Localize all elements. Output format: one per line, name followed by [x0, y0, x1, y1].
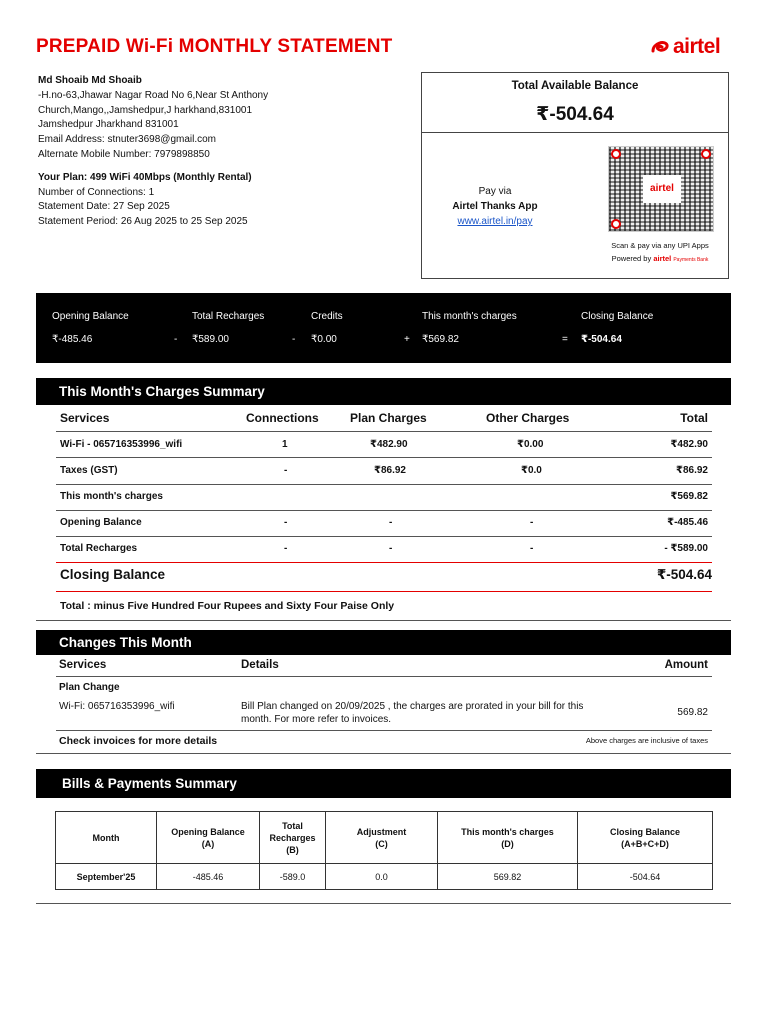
airtel-logo: [650, 34, 734, 60]
address-line: -H.no-63,Jhawar Nagar Road No 6,Near St Anthony: [38, 89, 269, 101]
tax-inclusive-note: Above charges are inclusive of taxes: [585, 736, 708, 745]
airtel-swirl-icon: [650, 37, 670, 57]
balance-summary-bar: [36, 293, 731, 363]
total-recharges-label: Total Recharges: [192, 311, 265, 322]
customer-name: Md Shoaib Md Shoaib: [38, 75, 142, 86]
month-charges-value: ₹569.82: [422, 334, 459, 345]
table-header-cell: Closing Balance (A+B+C+D): [578, 812, 713, 864]
change-details-line: month. For more refer to invoices.: [241, 714, 392, 725]
address-line: Jamshedpur Jharkhand 831001: [38, 119, 179, 131]
balance-box: [421, 72, 729, 279]
plus-operator: +: [404, 334, 410, 345]
col-services: Services: [60, 411, 110, 425]
pay-via-label: Pay via: [478, 186, 512, 197]
table-header-cell: Total Recharges (B): [260, 812, 326, 864]
plan-change-row: [56, 701, 712, 731]
pay-via-section: [450, 184, 540, 229]
scan-text: Scan & pay via any UPI Apps: [611, 241, 709, 250]
customer-details: [38, 74, 408, 230]
qr-brand-mark: airtel: [643, 175, 681, 203]
closing-balance-cell: -504.64: [578, 864, 713, 890]
address-line: Church,Mango,,Jamshedpur,J harkhand,831001: [38, 104, 253, 116]
closing-balance-label: Closing Balance: [581, 311, 654, 322]
adjustment-cell: 0.0: [326, 864, 438, 890]
col-connections: Connections: [246, 411, 319, 425]
closing-balance-value: ₹-504.64: [581, 334, 622, 345]
table-header-cell: This month's charges (D): [438, 812, 578, 864]
powered-by: Powered by airtel Payments Bank: [611, 254, 709, 263]
minus-operator: -: [174, 334, 178, 345]
col-total: Total: [680, 411, 708, 425]
table-header-row: [56, 812, 713, 864]
plan-name: Your Plan: 499 WiFi 40Mbps (Monthly Rental): [38, 171, 252, 183]
total-recharges-value: ₹589.00: [192, 334, 229, 345]
total-balance-label: Total Available Balance: [511, 80, 639, 92]
minus-operator: -: [292, 334, 296, 345]
col-services: Services: [59, 659, 107, 671]
table-header-cell: Adjustment (C): [326, 812, 438, 864]
pay-link[interactable]: www.airtel.in/pay: [457, 216, 533, 227]
month-charges-label: This month's charges: [422, 311, 517, 322]
scan-info: [594, 239, 726, 267]
closing-balance-value: ₹-504.64: [656, 567, 712, 582]
credits-label: Credits: [311, 311, 343, 322]
check-invoices-note: Check invoices for more details: [59, 735, 218, 747]
change-service: Wi-Fi: 065716353996_wifi: [59, 701, 175, 712]
change-amount: 569.82: [677, 707, 708, 718]
changes-heading: Changes This Month: [36, 630, 731, 655]
email-address: Email Address: stnuter3698@gmail.com: [38, 134, 217, 146]
table-header-cell: Opening Balance (A): [157, 812, 260, 864]
month-charges-cell: 569.82: [438, 864, 578, 890]
opening-balance-label: Opening Balance: [52, 311, 129, 322]
statement-period: Statement Period: 26 Aug 2025 to 25 Sep 2025: [38, 216, 248, 228]
payment-qr-code[interactable]: [608, 146, 714, 232]
table-header-cell: Month: [56, 812, 157, 864]
month-cell: September'25: [56, 864, 157, 890]
airtel-logo-text: airtel: [673, 35, 721, 58]
credits-value: ₹0.00: [311, 334, 337, 345]
payments-bank-logo: airtel: [653, 254, 672, 263]
col-amount: Amount: [664, 659, 708, 671]
bills-payments-table: [55, 811, 713, 890]
statement-date: Statement Date: 27 Sep 2025: [38, 201, 170, 213]
statement-title: PREPAID Wi-Fi MONTHLY STATEMENT: [36, 36, 393, 57]
opening-balance-cell: -485.46: [157, 864, 260, 890]
table-row: [56, 864, 713, 890]
col-plan-charges: Plan Charges: [350, 411, 427, 425]
equals-operator: =: [562, 334, 568, 345]
total-balance-amount: ₹-504.64: [536, 104, 614, 125]
opening-balance-value: ₹-485.46: [52, 334, 93, 345]
charges-summary-heading: This Month's Charges Summary: [36, 378, 731, 405]
connection-count: Number of Connections: 1: [38, 186, 155, 198]
change-details-line: Bill Plan changed on 20/09/2025 , the charges are prorated in your bill for this: [241, 701, 584, 712]
col-other-charges: Other Charges: [486, 411, 570, 425]
recharges-cell: -589.0: [260, 864, 326, 890]
closing-balance-label: Closing Balance: [60, 567, 166, 582]
bills-heading: Bills & Payments Summary: [36, 769, 731, 798]
col-details: Details: [241, 659, 279, 671]
alternate-mobile: Alternate Mobile Number: 7979898850: [38, 148, 210, 160]
pay-app-name: Airtel Thanks App: [452, 201, 538, 212]
